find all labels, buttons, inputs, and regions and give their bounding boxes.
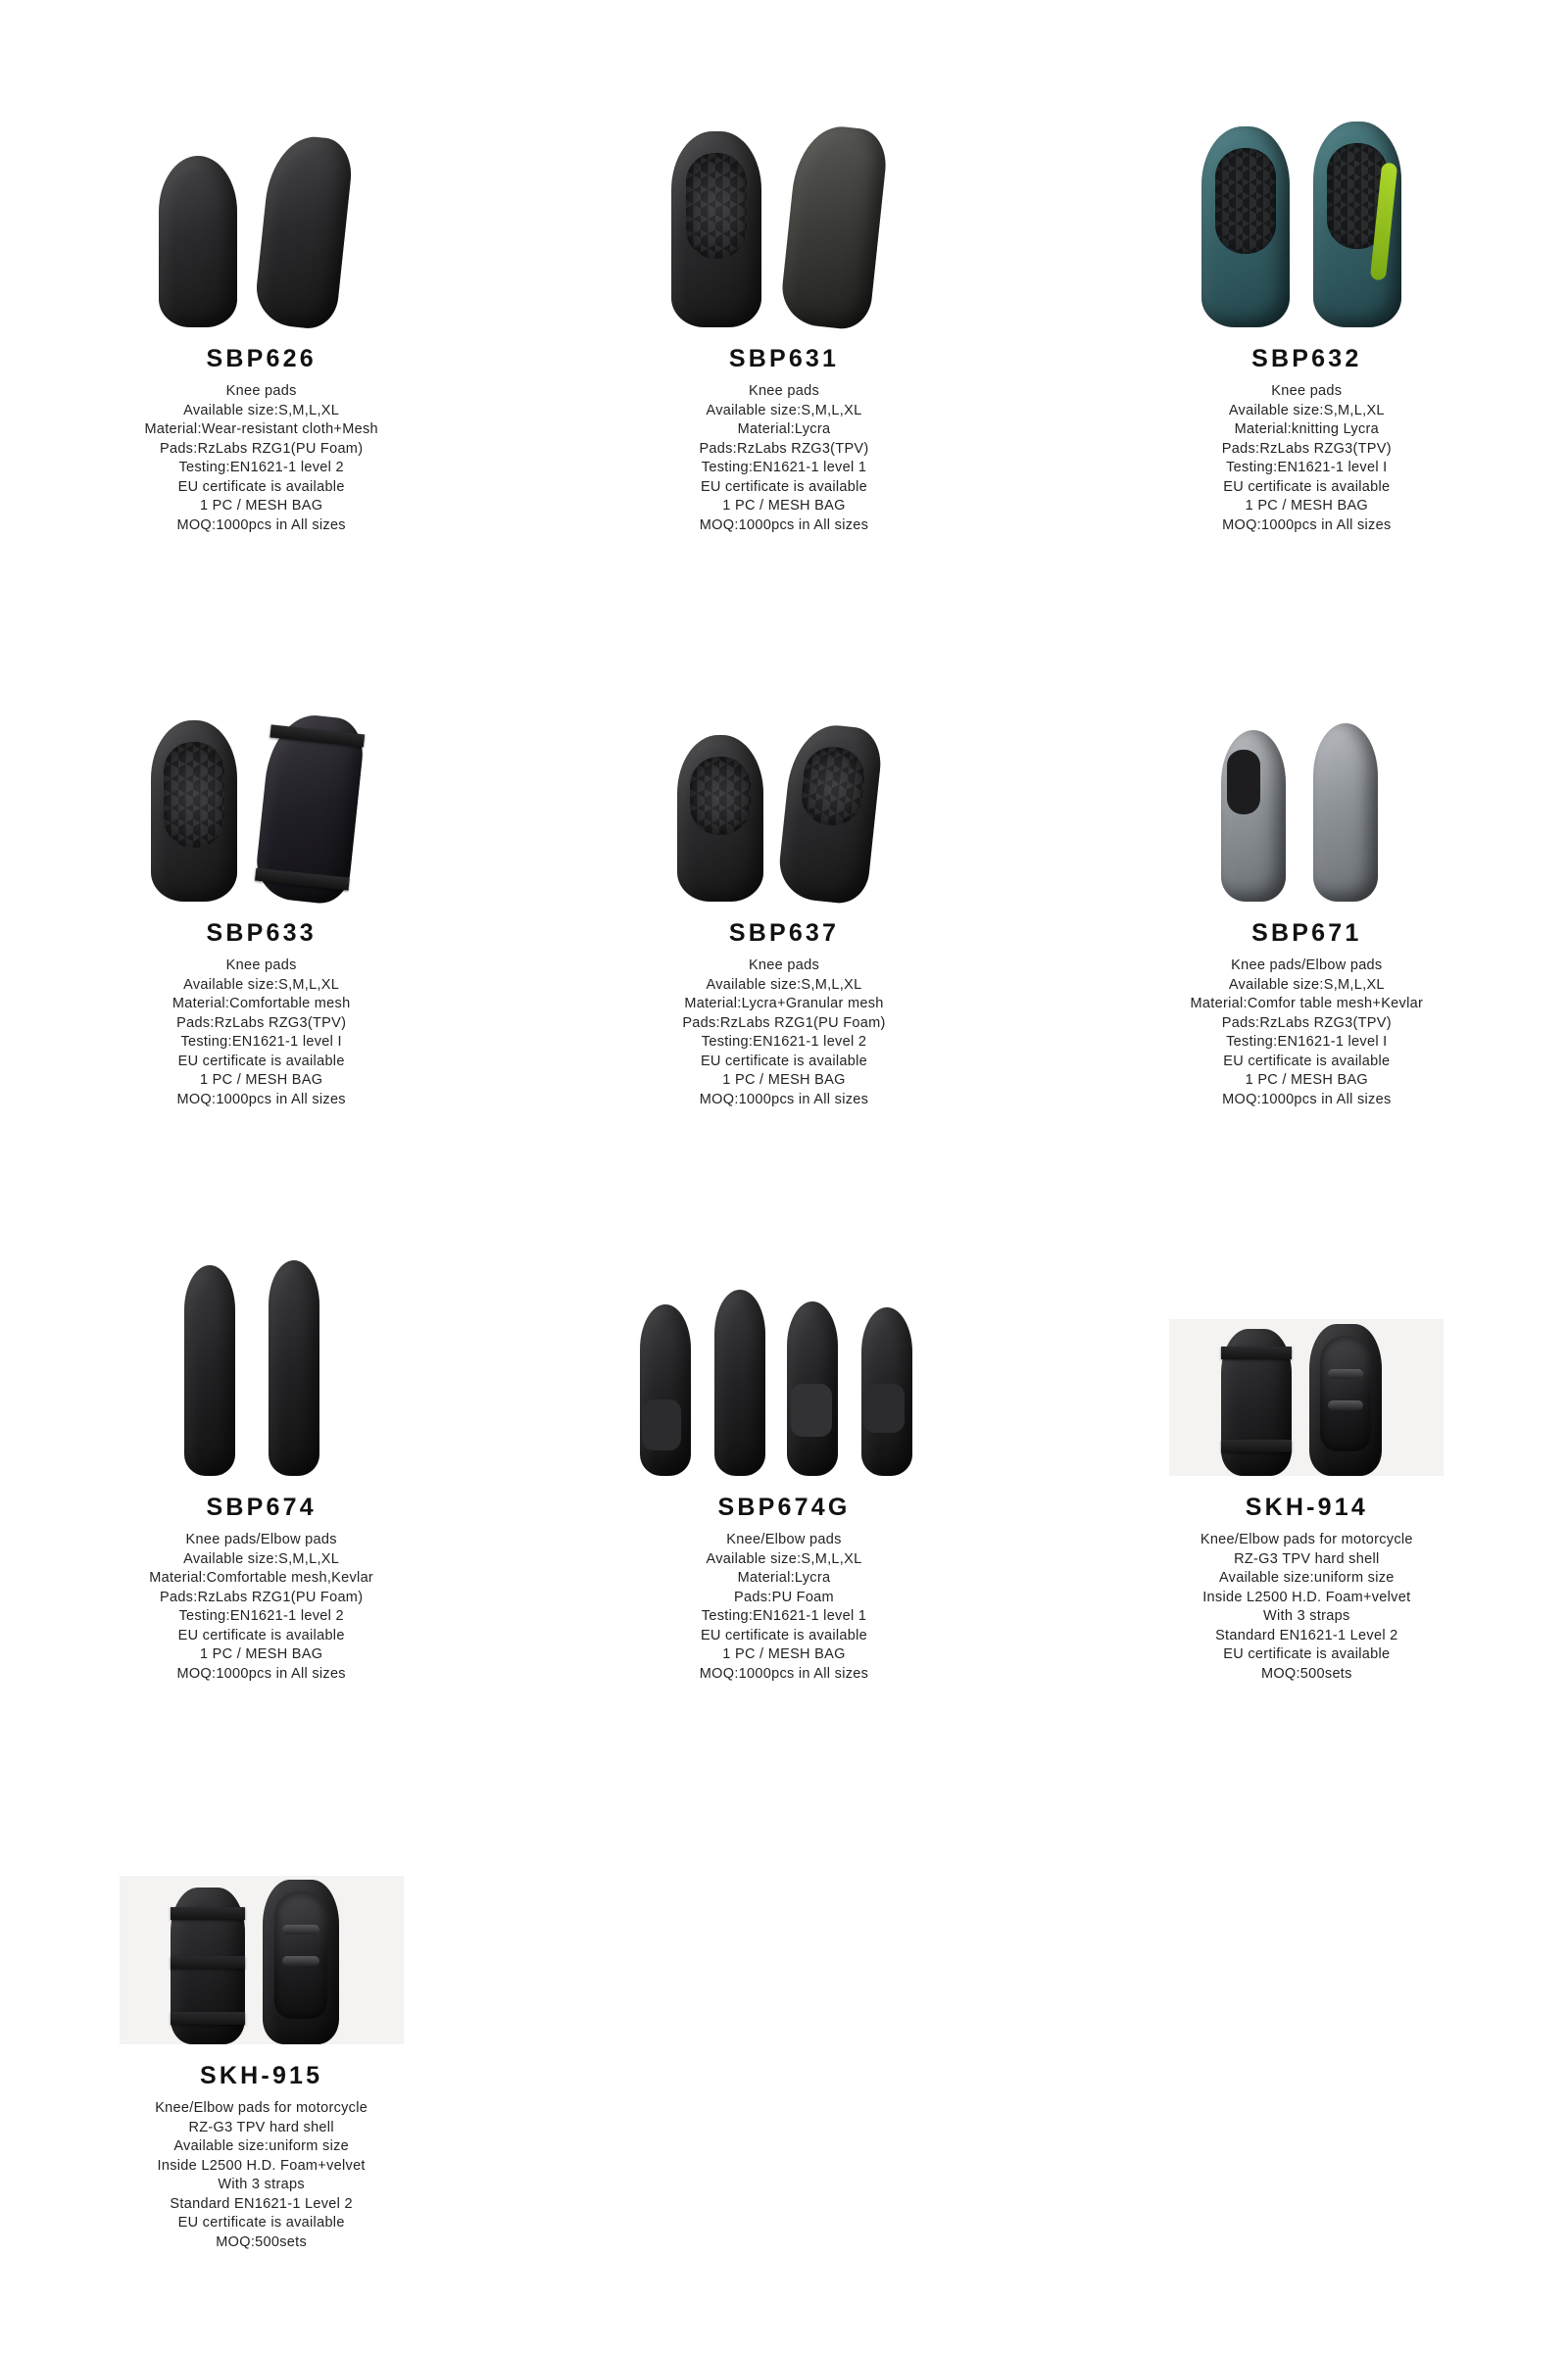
hex-pad-panel [686,153,747,259]
spec-line: Inside L2500 H.D. Foam+velvet [157,2157,366,2174]
hard-shell-plate [1320,1336,1371,1451]
spec-line: Material:knitting Lycra [1234,421,1380,437]
sleeve-shape [1313,723,1378,902]
hex-pad-panel [799,744,867,828]
product-specs [155,2099,368,2252]
sleeve-shape [714,1290,765,1476]
spec-line: Available size:S,M,L,XL [706,1550,862,1567]
spec-line: Knee pads [748,383,820,399]
row-spacer [0,535,1568,608]
spec-line: Standard EN1621-1 Level 2 [170,2195,353,2212]
spec-line: Testing:EN1621-1 level I [180,1034,342,1050]
product-row [0,1182,1568,1684]
spec-line: Knee pads [748,957,819,973]
spec-line: EU certificate is available [1223,478,1391,495]
spec-line: MOQ:1000pcs in All sizes [1222,516,1392,533]
sleeve-pad-patch [642,1399,681,1450]
sleeve-shape [787,1301,838,1476]
spec-line: 1 PC / MESH BAG [722,498,846,514]
spec-line: With 3 straps [1263,1608,1350,1624]
spec-line: Available size:S,M,L,XL [1228,402,1385,418]
knee-pad-shape [253,132,355,331]
spec-line: Material:Comfortable mesh,Kevlar [149,1570,374,1586]
product-code: SBP632 [1251,345,1362,372]
spec-line: MOQ:500sets [216,2233,308,2250]
knee-pad-shape [677,735,763,902]
hex-pad-panel [690,757,751,835]
spec-line: RZ-G3 TPV hard shell [188,2119,334,2135]
photo-background [1169,1319,1444,1476]
spec-line: EU certificate is available [700,478,868,495]
product-code: SBP626 [206,345,317,372]
spec-line: EU certificate is available [700,1053,868,1069]
spec-line: Material:Comfor table mesh+Kevlar [1190,996,1424,1011]
product-row [0,33,1568,535]
spec-line: MOQ:1000pcs in All sizes [176,1665,346,1682]
spec-line: 1 PC / MESH BAG [722,1072,846,1088]
product-card-skh-914[interactable] [1046,1182,1568,1684]
spec-line: 1 PC / MESH BAG [199,1072,323,1088]
photo-background [120,1876,404,2044]
sleeve-shape [861,1307,912,1476]
pad-strap [171,1956,245,1969]
spec-line: Knee/Elbow pads for motorcycle [1200,1532,1413,1547]
spec-line: Available size:S,M,L,XL [183,402,340,418]
spec-line: Available size:uniform size [173,2138,349,2154]
spec-line: Pads:RzLabs RZG3(TPV) [176,1014,347,1031]
spec-line: Pads:RzLabs RZG3(TPV) [1221,1014,1392,1031]
knee-pad-shape [671,131,761,327]
spec-line: Knee/Elbow pads [726,1532,842,1547]
product-code: SBP674 [206,1494,317,1521]
spec-line: Testing:EN1621-1 level 2 [701,1034,867,1050]
spec-line: EU certificate is available [700,1627,868,1643]
product-code: SBP674G [717,1494,851,1521]
sleeve-shape [269,1260,319,1476]
spec-line: Available size:S,M,L,XL [183,1550,340,1567]
spec-line: EU certificate is available [177,478,345,495]
product-card-sbp632[interactable] [1046,33,1568,535]
hard-shell-pad-shape [263,1880,339,2044]
spec-line: 1 PC / MESH BAG [1245,498,1368,514]
spec-line: EU certificate is available [177,2215,345,2231]
spec-line: MOQ:1000pcs in All sizes [699,1091,869,1107]
product-specs [700,1531,868,1684]
spec-line: Knee pads/Elbow pads [1231,957,1383,973]
spec-line: Knee pads [1271,383,1343,399]
hard-shell-plate [274,1891,327,2019]
hard-shell-pad-shape [171,1888,245,2044]
product-specs [149,1531,373,1684]
spec-line: Pads:RzLabs RZG1(PU Foam) [159,440,364,457]
product-specs [1200,1531,1413,1684]
product-image-sbp671 [1059,608,1554,902]
empty-cell [522,1750,1045,2252]
sleeve-shape [1221,730,1286,902]
pad-strap [255,868,350,891]
sleeve-pad-patch [863,1384,905,1433]
spec-line: Available size:S,M,L,XL [183,976,340,993]
product-card-sbp626[interactable] [0,33,522,535]
product-image-skh-914 [1059,1182,1554,1476]
spec-line: Pads:PU Foam [734,1589,834,1605]
knee-pad-shape [1313,122,1401,327]
product-code: SKH-914 [1245,1494,1368,1521]
spec-line: 1 PC / MESH BAG [199,1646,323,1662]
spec-line: Testing:EN1621-1 level I [1226,460,1388,475]
product-card-sbp637[interactable] [522,608,1045,1109]
spec-line: Standard EN1621-1 Level 2 [1215,1627,1398,1643]
product-code: SKH-915 [200,2062,323,2089]
product-image-sbp626 [14,33,509,327]
product-code: SBP637 [728,919,840,947]
spec-line: MOQ:1000pcs in All sizes [699,1665,869,1682]
spec-line: Inside L2500 H.D. Foam+velvet [1202,1589,1411,1605]
product-image-sbp633 [14,608,509,902]
product-specs [699,382,868,535]
spec-line: Material:Lycra+Granular mesh [684,996,884,1011]
empty-cell [1046,1750,1568,2252]
product-row [0,608,1568,1109]
row-spacer [0,1109,1568,1182]
sleeve-pad-patch [791,1384,832,1437]
spec-line: EU certificate is available [1223,1053,1391,1069]
product-image-sbp674g [536,1182,1031,1476]
spec-line: Knee pads [225,957,297,973]
hex-pad-panel [1215,148,1276,254]
spec-line: Testing:EN1621-1 level 1 [701,1608,867,1624]
spec-line: EU certificate is available [177,1627,345,1643]
product-row [0,1750,1568,2252]
product-code: SBP633 [206,919,317,947]
spec-line: 1 PC / MESH BAG [199,498,323,514]
product-specs [1191,956,1424,1109]
spec-line: Pads:RzLabs RZG3(TPV) [699,440,869,457]
knee-pad-shape [776,721,884,907]
spec-line: Knee pads/Elbow pads [185,1532,337,1547]
spec-line: Pads:RzLabs RZG3(TPV) [1221,440,1392,457]
sleeve-pad-patch [1227,750,1260,814]
spec-line: Available size:S,M,L,XL [1228,976,1385,993]
spec-line: Pads:RzLabs RZG1(PU Foam) [682,1014,886,1031]
spec-line: Available size:S,M,L,XL [706,402,862,418]
product-card-sbp674g[interactable] [522,1182,1045,1684]
product-image-skh-915 [14,1750,509,2044]
pad-strap [1221,1440,1292,1452]
sleeve-shape [184,1265,235,1476]
spec-line: MOQ:1000pcs in All sizes [176,1091,346,1107]
row-spacer [0,1684,1568,1750]
spec-line: Material:Lycra [737,1570,831,1586]
spec-line: Testing:EN1621-1 level 1 [701,460,867,475]
product-card-sbp671[interactable] [1046,608,1568,1109]
hex-pad-panel [164,742,224,848]
hard-shell-pad-shape [1221,1329,1292,1476]
product-card-sbp674[interactable] [0,1182,522,1684]
product-image-sbp631 [536,33,1031,327]
knee-pad-shape [159,156,237,327]
spec-line: With 3 straps [218,2177,305,2192]
spec-line: MOQ:1000pcs in All sizes [699,516,869,533]
spec-line: 1 PC / MESH BAG [722,1646,846,1662]
product-specs [682,956,885,1109]
pad-strap [270,724,365,747]
knee-pad-shape [1201,126,1290,327]
spec-line: Pads:RzLabs RZG1(PU Foam) [159,1589,364,1605]
knee-pad-shape [253,711,366,907]
product-code: SBP631 [728,345,840,372]
pad-strap [171,2012,245,2025]
spec-line: Material:Lycra [737,421,831,437]
knee-pad-shape [779,123,890,331]
spec-line: Testing:EN1621-1 level 2 [178,460,344,475]
product-image-sbp674 [14,1182,509,1476]
product-code: SBP671 [1251,919,1362,947]
spec-line: Testing:EN1621-1 level 2 [178,1608,344,1624]
product-card-sbp633[interactable] [0,608,522,1109]
product-specs [172,956,351,1109]
spec-line: 1 PC / MESH BAG [1245,1072,1368,1088]
hard-shell-pad-shape [1309,1324,1382,1476]
spec-line: EU certificate is available [1223,1646,1391,1662]
spec-line: Available size:uniform size [1218,1570,1395,1586]
spec-line: Knee pads [225,383,297,399]
product-specs [1222,382,1392,535]
spec-line: Knee/Elbow pads for motorcycle [155,2100,368,2116]
product-image-sbp637 [536,608,1031,902]
product-card-sbp631[interactable] [522,33,1045,535]
spec-line: MOQ:1000pcs in All sizes [1222,1091,1392,1107]
pad-strap [171,1907,245,1920]
spec-line: MOQ:1000pcs in All sizes [176,516,346,533]
pad-strap [1221,1347,1292,1359]
knee-pad-shape [151,720,237,902]
product-card-skh-915[interactable] [0,1750,522,2252]
spec-line: Testing:EN1621-1 level I [1226,1034,1388,1050]
spec-line: Material:Comfortable mesh [172,996,351,1011]
product-image-sbp632 [1059,33,1554,327]
spec-line: RZ-G3 TPV hard shell [1234,1550,1380,1567]
spec-line: Material:Wear-resistant cloth+Mesh [144,421,378,437]
sleeve-shape [640,1304,691,1476]
spec-line: Available size:S,M,L,XL [706,976,862,993]
spec-line: MOQ:500sets [1260,1665,1352,1682]
spec-line: EU certificate is available [177,1053,345,1069]
product-specs [144,382,377,535]
